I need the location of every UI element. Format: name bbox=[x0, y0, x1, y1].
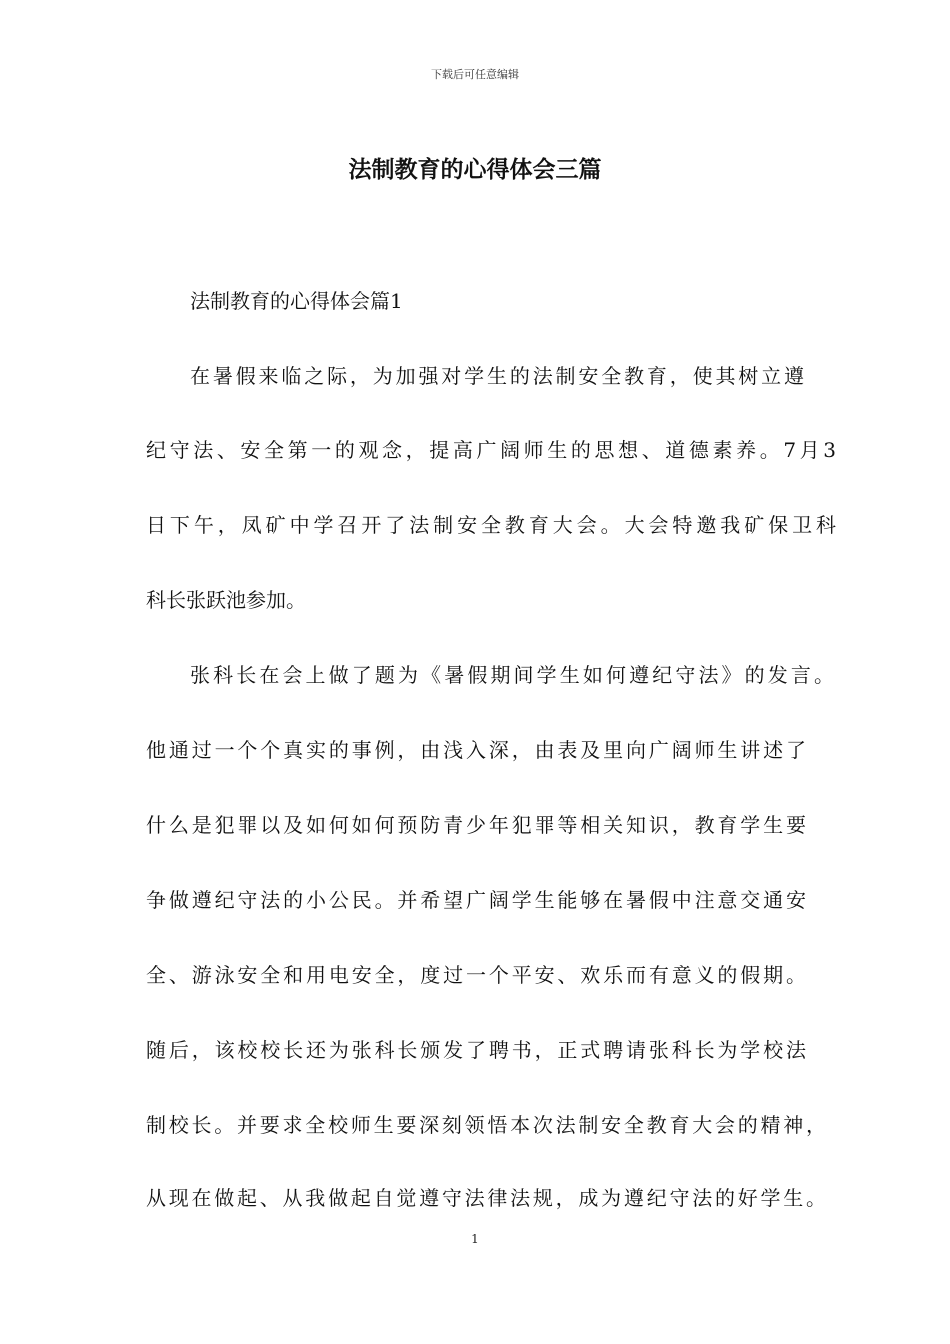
paragraph-line: 随后，该校校长还为张科长颁发了聘书，正式聘请张科长为学校法 bbox=[146, 1038, 806, 1062]
paragraph-line: 制校长。并要求全校师生要深刻领悟本次法制安全教育大会的精神， bbox=[146, 1113, 826, 1137]
paragraph-line: 争做遵纪守法的小公民。并希望广阔学生能够在暑假中注意交通安 bbox=[146, 888, 806, 912]
header-note: 下载后可任意编辑 bbox=[431, 68, 519, 81]
paragraph-line: 科长张跃池参加。 bbox=[146, 588, 306, 612]
section-heading: 法制教育的心得体会篇1 bbox=[190, 289, 403, 313]
paragraph-line: 他通过一个个真实的事例，由浅入深，由表及里向广阔师生讲述了 bbox=[146, 738, 806, 762]
paragraph-line: 什么是犯罪以及如何如何预防青少年犯罪等相关知识，教育学生要 bbox=[146, 813, 806, 837]
paragraph-line: 全、游泳安全和用电安全，度过一个平安、欢乐而有意义的假期。 bbox=[146, 963, 806, 987]
paragraph-line: 纪守法、安全第一的观念，提高广阔师生的思想、道德素养。7月3 bbox=[146, 438, 836, 462]
paragraph-line: 从现在做起、从我做起自觉遵守法律法规，成为遵纪守法的好学生。 bbox=[146, 1186, 826, 1210]
document-title: 法制教育的心得体会三篇 bbox=[348, 156, 602, 183]
paragraph-line: 张科长在会上做了题为《暑假期间学生如何遵纪守法》的发言。 bbox=[190, 663, 834, 687]
page-number: 1 bbox=[471, 1232, 479, 1246]
paragraph-line: 日下午，凤矿中学召开了法制安全教育大会。大会特邀我矿保卫科 bbox=[146, 513, 836, 537]
paragraph-line: 在暑假来临之际，为加强对学生的法制安全教育，使其树立遵 bbox=[190, 364, 804, 388]
